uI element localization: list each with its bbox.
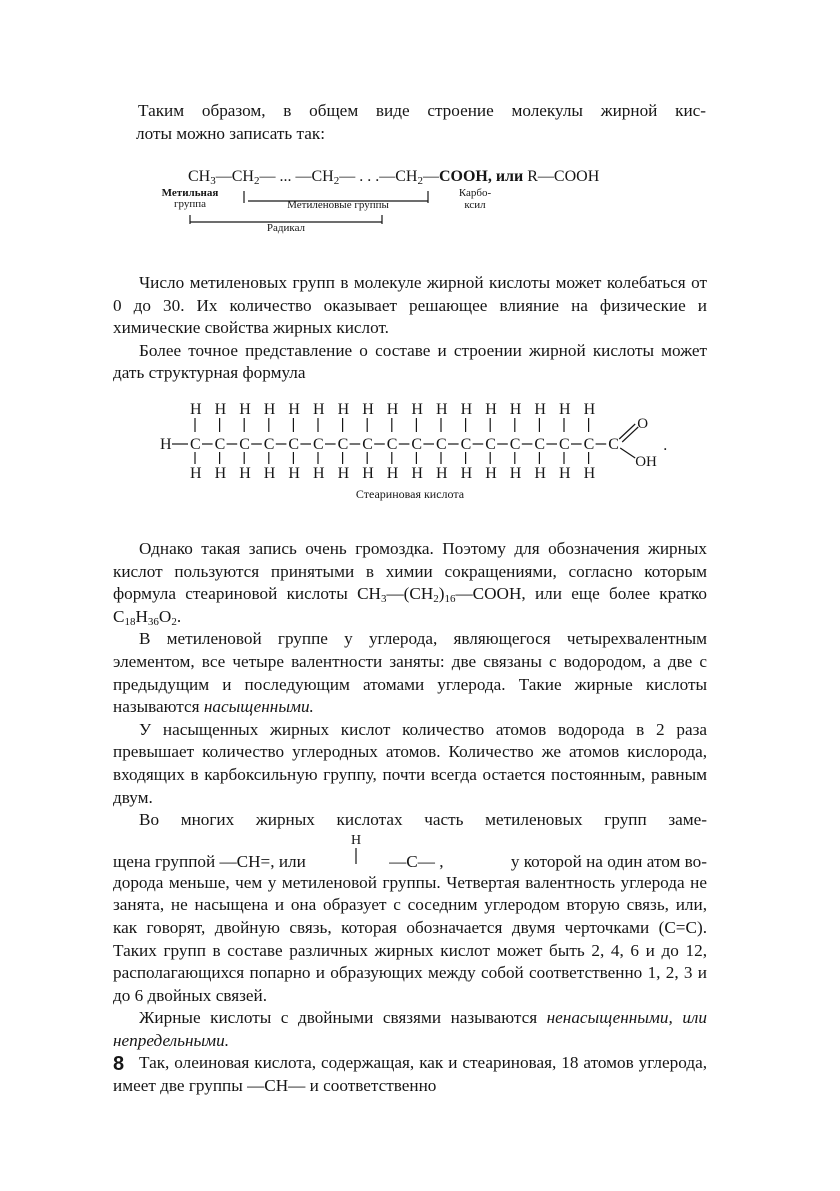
formula-dots-2: . . . [359,168,380,185]
paragraphs-block-2 [113,538,707,1098]
h-atom-bottom: H [485,465,497,482]
c-atom: C [460,436,472,453]
h-atom-bottom: H [362,465,374,482]
methylene-groups-label: Метиленовые группы [287,199,389,211]
oxygen-atom: O [637,416,649,432]
h-atom-top: H [411,401,423,418]
c-atom: C [190,436,201,453]
paragraph-6-line-1: Во многих жирных кислотах часть метиленовых групп заме- [139,810,707,830]
h-atom-top: H [485,401,497,418]
stearic-condensed-formula: $CH_3—(CH_2)_{16}—COOH$, или еще более кратко $C_{18}H_{36}O_2$. [113,584,707,628]
h-atom-top: H [386,401,399,418]
hydroxyl-group: OH [635,454,657,470]
c-atom: C [362,436,373,453]
c-atom: C [386,436,398,453]
h-atom-top: H [214,401,227,418]
intro-text [138,100,706,145]
h-atom-bottom: H [337,465,350,482]
intro-line-2: лоты можно записать так: [136,123,326,143]
methyl-group-label: Метильная группа [161,187,219,210]
c-atom: C [263,436,275,453]
formula-period: . [663,437,668,454]
formula-ch2-third: $CH_2$ [395,168,423,187]
page-number: 8 [113,1053,125,1075]
h-atom-top: H [362,401,374,418]
paragraph-6-rest: дорода меньше, чем у метиленовой группы. Четвертая валентность углерода не занята, не насыщена и она образует с соседним углеродом вторую связь, или, как говорят, двойную связь, которая обозначается двумя черточками (C=C). Таких групп в составе различных жирных кислот может быть 2, 4, 6 и до 12, располагающихся попарно и образующих между собой соответственно 1, 2, 3 и до 6 двойных связей. [113,872,707,1005]
h-atom-bottom: H [411,465,423,482]
paragraph-6-inline-formula-row: H щена группой —CH=, или —C— , у которой на один атом во- [113,832,707,872]
paragraph-8: Так, олеиновая кислота, содержащая, как и стеариновая, 18 атомов углерода, имеет две группы —CH— и соответственно [113,1053,707,1096]
terminal-h-atom: H [160,436,172,453]
h-atom-bottom: H [460,465,473,482]
formula-dots-1: ... [279,168,292,185]
radical-label: Радикал [266,222,306,234]
c-atom: C [411,436,423,453]
h-atom-bottom: H [583,465,596,482]
c-atom: C [214,436,226,453]
general-formula [160,168,640,240]
paragraph-4: В метиленовой группе у углерода, являющегося четырехвалентным элементом, все четыре валентности заняты: две связаны с водородом, а две с предыдущим и последующим атомами углерода. Такие жирные кислоты называются насыщенными. [113,629,707,717]
h-atom-bottom: H [534,465,546,482]
paragraph-1: Число метиленовых групп в молекуле жирной кислоты может колебаться от 0 до 30. Их количество оказывает решающее влияние на физические и химические свойства жирных кислот. [113,273,707,338]
formula-ch2-second: $CH_2$ [311,168,340,187]
paragraph-7: Жирные кислоты с двойными связями называются ненасыщенными, или непредельными. [113,1008,707,1050]
h-atom-bottom: H [190,465,202,482]
c-atom: C [534,436,546,453]
paragraph-5: У насыщенных жирных кислот количество атомов водорода в 2 раза превышает количество углеродных атомов. Количество же атомов кислорода, входящих в карбоксильную группу, почти всегда остается постоянным, равным двум. [113,719,707,807]
inline-h-above: H [351,832,362,848]
bond-c-oh [620,448,635,458]
h-atom-bottom: H [263,465,276,482]
h-atom-top: H [583,401,596,418]
h-atom-top: H [534,401,546,418]
c-atom: C [583,436,595,453]
carboxyl-label: Карбо- ксил [458,187,492,211]
paragraphs-block-1 [113,272,707,385]
stearic-acid-caption: Стеариновая кислота [355,487,465,501]
h-atom-top: H [337,401,350,418]
c-atom: C [485,436,496,453]
h-atom-top: H [436,401,448,418]
formula-or: или [495,168,524,185]
h-atom-bottom: H [214,465,227,482]
h-atom-bottom: H [509,465,522,482]
h-atom-top: H [190,401,202,418]
c-atom: C [337,436,349,453]
h-atom-bottom: H [239,465,251,482]
h-atom-top: H [263,401,276,418]
h-atom-top: H [288,401,300,418]
h-atom-bottom: H [313,465,325,482]
c-atom: C [436,436,447,453]
h-atom-top: H [509,401,522,418]
c-atom: C [239,436,250,453]
carboxyl-c-atom: C [608,436,619,453]
c-atom: C [559,436,570,453]
h-atom-bottom: H [436,465,448,482]
c-atom: C [288,436,300,453]
h-atom-bottom: H [288,465,300,482]
h-atom-top: H [313,401,325,418]
paragraph-3: Однако такая запись очень громоздка. Поэтому для обозначения жирных кислот пользуются принятыми в химии сокращениями, согласно которым формула стеариновой кислоты $CH_3—(CH_2)_{16}—COOH$, или еще более кратко $C_{18}H_{36}O_2$. [113,539,707,628]
formula-rcooh: R—COOH [527,168,600,185]
h-atom-top: H [559,401,571,418]
formula-cooh: COOH, [438,168,492,185]
formula-ch3: $CH_3$ [188,168,216,187]
h-atom-top: H [239,401,251,418]
formula-ch2-first: $CH_2$ [231,168,260,187]
paragraph-2: Более точное представление о составе и строении жирной кислоты может дать структурная формула [113,340,707,383]
h-atom-bottom: H [386,465,399,482]
c-atom: C [313,436,324,453]
h-atom-bottom: H [559,465,571,482]
c-atom: C [509,436,521,453]
intro-line-1: Таким образом, в общем виде строение молекулы жирной кис- [138,101,706,120]
general-formula-main: $CH_3$ — $CH_2$ — ... — $CH_2$ — . . . — $CH_2$ — COOH, или R—COOH [188,168,600,187]
h-atom-top: H [460,401,473,418]
